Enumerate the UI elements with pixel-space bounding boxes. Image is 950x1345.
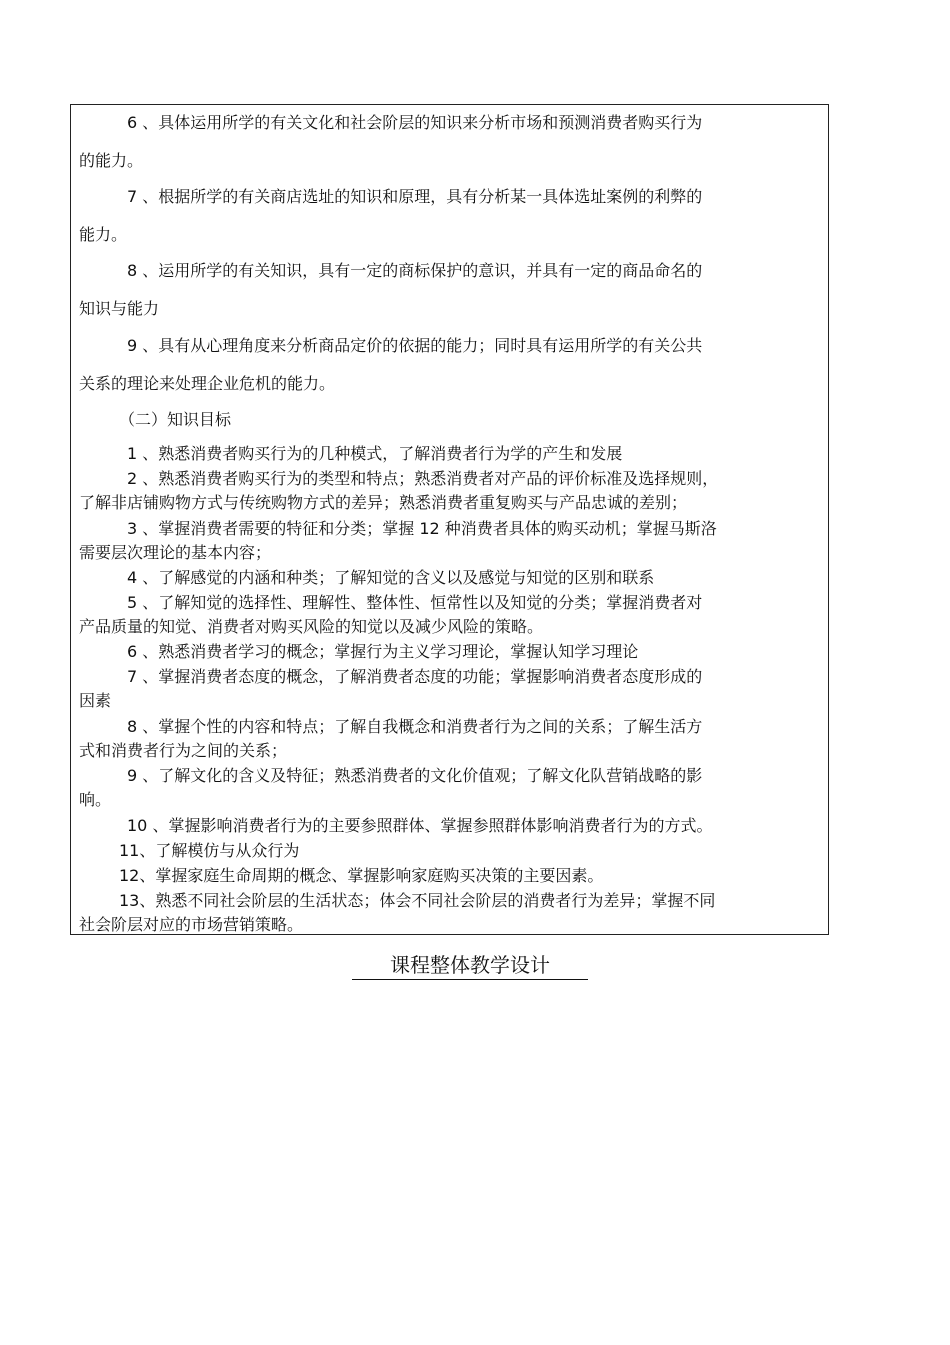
content-table-cell <box>70 104 829 935</box>
skill-8-line-2: 知识与能力 <box>79 299 160 318</box>
knowledge-4-line-1: 4 、了解感觉的内涵和种类；了解知觉的含义以及感觉与知觉的区别和联系 <box>127 568 655 587</box>
skill-8-line-1: 8 、运用所学的有关知识，具有一定的商标保护的意识，并具有一定的商品命名的 <box>127 261 703 280</box>
knowledge-9-line-2: 响。 <box>79 790 112 809</box>
knowledge-12-line-1: 12、掌握家庭生命周期的概念、掌握影响家庭购买决策的主要因素。 <box>119 866 604 885</box>
skill-7-line-2: 能力。 <box>79 225 128 244</box>
knowledge-10-line-1: 10 、掌握影响消费者行为的主要参照群体、掌握参照群体影响消费者行为的方式。 <box>127 816 713 835</box>
skill-7-line-1: 7 、根据所学的有关商店选址的知识和原理，具有分析某一具体选址案例的利弊的 <box>127 187 703 206</box>
knowledge-13-line-1: 13、熟悉不同社会阶层的生活状态；体会不同社会阶层的消费者行为差异；掌握不同 <box>119 891 716 910</box>
knowledge-7-line-2: 因素 <box>79 691 112 710</box>
knowledge-8-line-2: 式和消费者行为之间的关系； <box>79 741 288 760</box>
skill-6-line-2: 的能力。 <box>79 151 144 170</box>
knowledge-3-line-1: 3 、掌握消费者需要的特征和分类；掌握 12 种消费者具体的购买动机；掌握马斯洛 <box>127 519 717 538</box>
footer-section-title: 课程整体教学设计 <box>352 952 588 980</box>
skill-6-line-1: 6 、具体运用所学的有关文化和社会阶层的知识来分析市场和预测消费者购买行为 <box>127 113 703 132</box>
knowledge-5-line-2: 产品质量的知觉、消费者对购买风险的知觉以及减少风险的策略。 <box>79 617 544 636</box>
knowledge-13-line-2: 社会阶层对应的市场营销策略。 <box>79 915 304 934</box>
knowledge-3-line-2: 需要层次理论的基本内容； <box>79 543 272 562</box>
knowledge-7-line-1: 7 、掌握消费者态度的概念，了解消费者态度的功能；掌握影响消费者态度形成的 <box>127 667 703 686</box>
knowledge-5-line-1: 5 、了解知觉的选择性、理解性、整体性、恒常性以及知觉的分类；掌握消费者对 <box>127 593 703 612</box>
knowledge-1-line-1: 1 、熟悉消费者购买行为的几种模式，了解消费者行为学的产生和发展 <box>127 444 623 463</box>
knowledge-8-line-1: 8 、掌握个性的内容和特点；了解自我概念和消费者行为之间的关系；了解生活方 <box>127 717 703 736</box>
knowledge-heading: （二）知识目标 <box>119 410 232 429</box>
knowledge-2-line-1: 2 、熟悉消费者购买行为的类型和特点；熟悉消费者对产品的评价标准及选择规则， <box>127 469 719 488</box>
knowledge-11-line-1: 11、了解模仿与从众行为 <box>119 841 300 860</box>
skill-9-line-1: 9 、具有从心理角度来分析商品定价的依据的能力；同时具有运用所学的有关公共 <box>127 336 703 355</box>
knowledge-6-line-1: 6 、熟悉消费者学习的概念；掌握行为主义学习理论，掌握认知学习理论 <box>127 642 639 661</box>
knowledge-9-line-1: 9 、了解文化的含义及特征；熟悉消费者的文化价值观；了解文化队营销战略的影 <box>127 766 703 785</box>
skill-9-line-2: 关系的理论来处理企业危机的能力。 <box>79 374 336 393</box>
knowledge-2-line-2: 了解非店铺购物方式与传统购物方式的差异；熟悉消费者重复购买与产品忠诚的差别； <box>79 493 688 512</box>
